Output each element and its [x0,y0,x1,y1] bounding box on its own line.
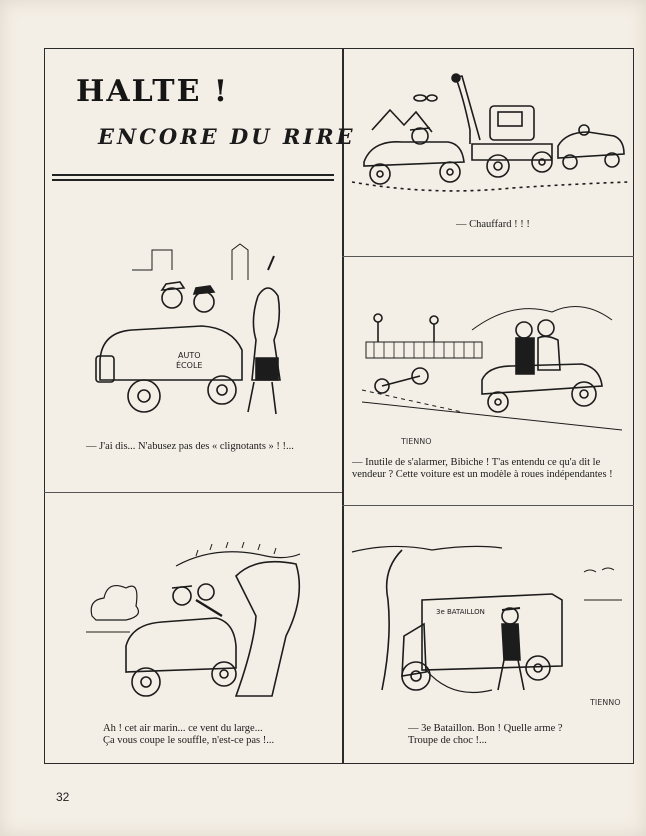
caption-5-line-1: — 3e Bataillon. Bon ! Quelle arme ? [408,723,563,734]
caption-1: — Chauffard ! ! ! [456,219,530,230]
caption-5-line-2: Troupe de choc !... [408,735,487,746]
right-row-divider-2 [342,505,634,506]
left-row-divider [44,492,342,493]
auto-ecole-sign-line2: ÉCOLE [176,361,203,370]
cartoon-car-in-tree [86,536,310,708]
caption-3-line-1: — Inutile de s'alarmer, Bibiche ! T'as entendu ce qu'a dit le [352,457,601,468]
page-number: 32 [56,790,70,804]
caption-4-line-2: Ça vous coupe le souffle, n'est-ce pas !... [103,735,275,746]
caption-3-line-2: vendeur ? Cette voiture est un modèle à roues indépendantes ! [352,469,613,480]
cartoon-tow-truck [352,70,628,210]
truck-label: 3e BATAILLON [436,608,485,616]
cartoon-bataillon-truck [352,540,628,710]
caption-4-line-1: Ah ! cet air marin... ce vent du large... [103,723,263,734]
title-rule-top [52,174,334,176]
signature-cartoon-5: TIENNO [590,698,621,707]
column-divider [342,48,344,764]
caption-2: — J'ai dis... N'abusez pas des « clignotants » ! !... [86,441,294,452]
right-row-divider-1 [342,256,634,257]
title-rule-bottom [52,179,334,181]
cartoon-auto-ecole [92,240,298,420]
cartoon-independent-wheels [362,290,622,430]
page-title: HALTE ! [76,74,230,109]
auto-ecole-sign-line1: AUTO [178,351,201,360]
signature-cartoon-3: TIENNO [401,437,432,446]
page-subtitle: ENCORE DU RIRE [98,124,356,149]
